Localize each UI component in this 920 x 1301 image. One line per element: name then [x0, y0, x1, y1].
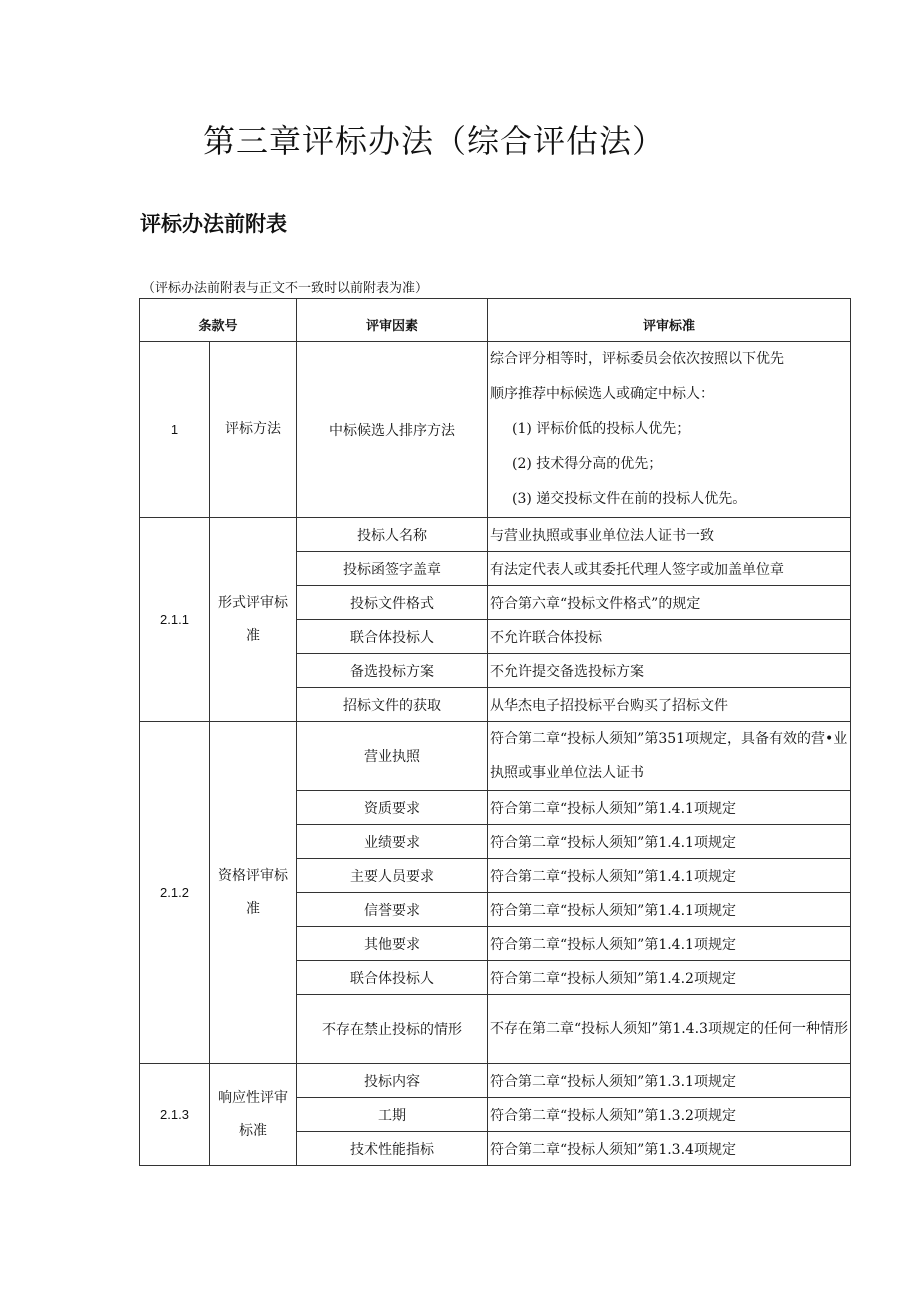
factor-cell: 资质要求	[297, 791, 488, 825]
standard-cell: 不允许联合体投标	[488, 620, 851, 654]
factor-cell: 主要人员要求	[297, 859, 488, 893]
factor-cell: 其他要求	[297, 927, 488, 961]
table-row	[140, 1064, 851, 1098]
standard-cell: 从华杰电子招投标平台购买了招标文件	[488, 688, 851, 722]
factor-cell: 联合体投标人	[297, 961, 488, 995]
standard-cell: 符合第二章“投标人须知”第1.4.1项规定	[488, 859, 851, 893]
factor-cell: 联合体投标人	[297, 620, 488, 654]
standard-cell: 符合第二章“投标人须知”第1.3.2项规定	[488, 1098, 851, 1132]
table-row	[140, 518, 851, 552]
factor-cell: 中标候选人排序方法	[297, 342, 488, 518]
evaluation-table	[139, 298, 851, 1166]
table-row	[140, 722, 851, 791]
standard-cell: 符合第二章“投标人须知”第1.4.1项规定	[488, 825, 851, 859]
table-row	[140, 342, 851, 518]
factor-cell: 投标函签字盖章	[297, 552, 488, 586]
clause-number: 2.1.1	[140, 518, 210, 722]
priority-item: (3) 递交投标文件在前的投标人优先。	[512, 491, 747, 507]
header-standard: 评审标准	[488, 299, 851, 342]
standard-cell: 符合第二章“投标人须知”第1.4.1项规定	[488, 893, 851, 927]
factor-cell: 招标文件的获取	[297, 688, 488, 722]
standard-cell: 符合第二章“投标人须知”第1.3.1项规定	[488, 1064, 851, 1098]
standard-cell: 不存在第二章“投标人须知”第1.4.3项规定的任何一种情形	[488, 995, 851, 1064]
header-factor: 评审因素	[297, 299, 488, 342]
factor-cell: 技术性能指标	[297, 1132, 488, 1166]
standard-cell: 不允许提交备选投标方案	[488, 654, 851, 688]
standard-cell: 符合第二章“投标人须知”第351项规定，具备有效的营•业执照或事业单位法人证书	[488, 722, 851, 791]
factor-cell: 不存在禁止投标的情形	[297, 995, 488, 1064]
standard-cell: 符合第六章“投标文件格式”的规定	[488, 586, 851, 620]
section-subtitle: 评标办法前附表	[140, 212, 287, 236]
table-note: （评标办法前附表与正文不一致时以前附表为准）	[142, 281, 429, 296]
factor-cell: 投标文件格式	[297, 586, 488, 620]
clause-number: 2.1.2	[140, 722, 210, 1064]
factor-cell: 业绩要求	[297, 825, 488, 859]
priority-item: (1) 评标价低的投标人优先；	[512, 421, 691, 437]
clause-category: 资格评审标准	[210, 722, 297, 1064]
clause-category: 形式评审标准	[210, 518, 297, 722]
clause-category: 评标方法	[210, 342, 297, 518]
factor-cell: 工期	[297, 1098, 488, 1132]
page-title: 第三章评标办法（综合评估法）	[203, 122, 666, 160]
standard-cell: 符合第二章“投标人须知”第1.4.2项规定	[488, 961, 851, 995]
standard-cell: 符合第二章“投标人须知”第1.4.1项规定	[488, 791, 851, 825]
standard-cell: 符合第二章“投标人须知”第1.3.4项规定	[488, 1132, 851, 1166]
standard-cell: 与营业执照或事业单位法人证书一致	[488, 518, 851, 552]
factor-cell: 信誉要求	[297, 893, 488, 927]
factor-cell: 投标内容	[297, 1064, 488, 1098]
standard-cell	[488, 342, 851, 518]
clause-category: 响应性评审标准	[210, 1064, 297, 1166]
standard-intro-line: 综合评分相等时，评标委员会依次按照以下优先	[490, 351, 785, 367]
priority-item: (2) 技术得分高的优先；	[512, 456, 663, 472]
clause-number: 1	[140, 342, 210, 518]
clause-number: 2.1.3	[140, 1064, 210, 1166]
standard-cell: 符合第二章“投标人须知”第1.4.1项规定	[488, 927, 851, 961]
standard-cell: 有法定代表人或其委托代理人签字或加盖单位章	[488, 552, 851, 586]
table-header-row	[140, 299, 851, 342]
header-clause: 条款号	[140, 299, 297, 342]
factor-cell: 营业执照	[297, 722, 488, 791]
factor-cell: 投标人名称	[297, 518, 488, 552]
factor-cell: 备选投标方案	[297, 654, 488, 688]
standard-intro-line: 顺序推荐中标候选人或确定中标人：	[490, 386, 715, 402]
